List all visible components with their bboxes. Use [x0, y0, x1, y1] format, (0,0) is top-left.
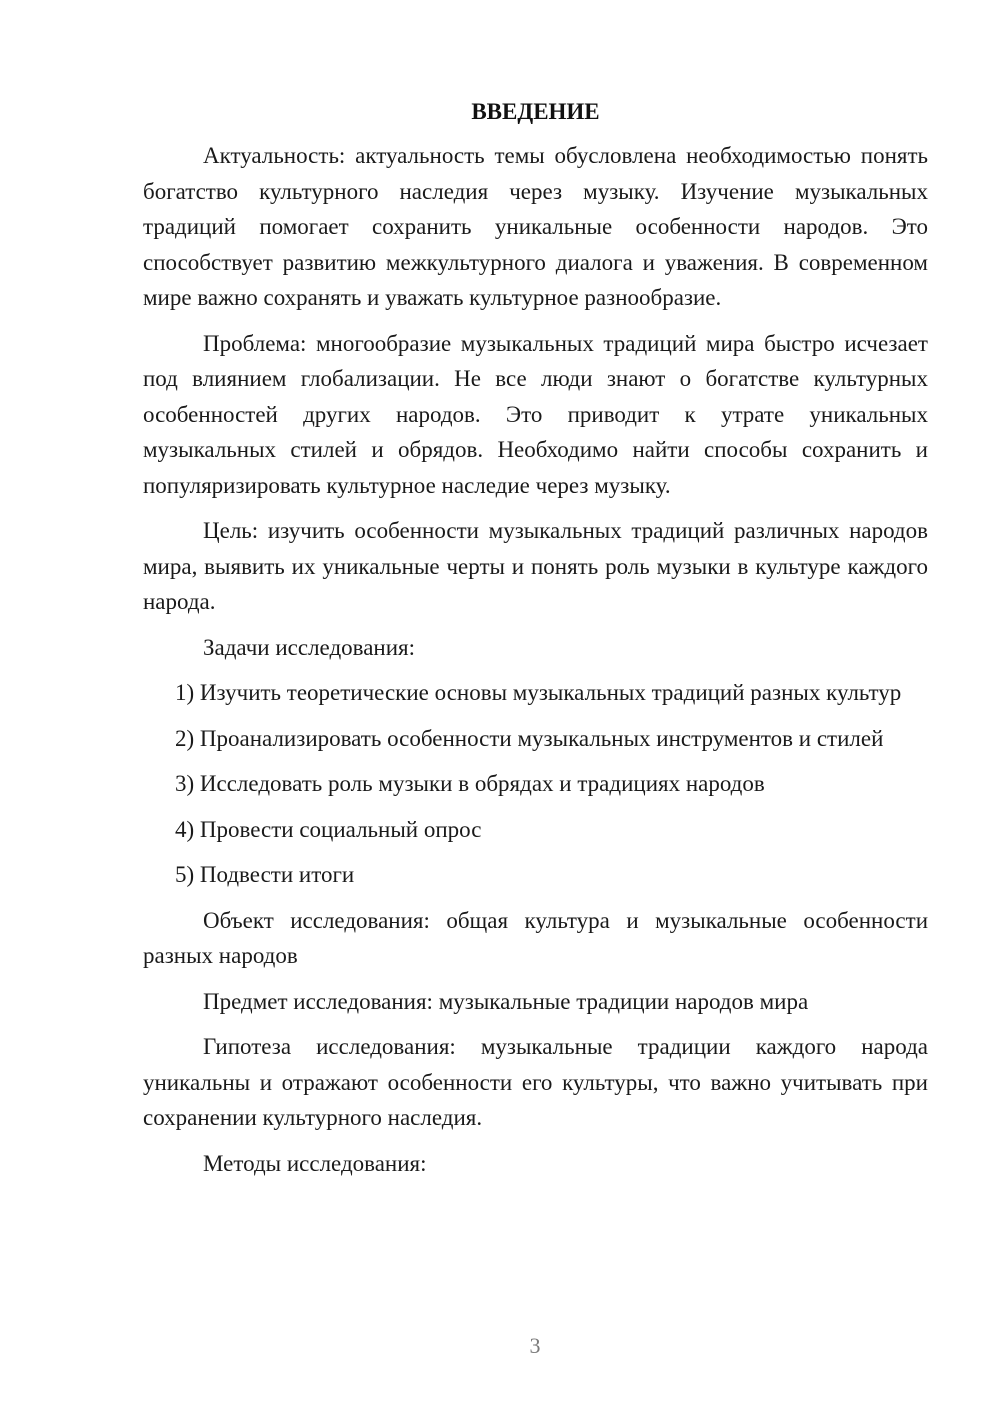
paragraph-problem: Проблема: многообразие музыкальных традиций мира быстро исчезает под влиянием глобализации. Не все люди знают о богатстве культурных особенностей других народов. Это приводит к утрате уникальных музыкальных стилей и обрядов. Необходимо найти способы сохранить и популяризировать культурное наследие через музыку.: [143, 330, 928, 498]
paragraph-subject: Предмет исследования: музыкальные традиции народов мира: [203, 988, 809, 1014]
paragraph-object: Объект исследования: общая культура и музыкальные особенности разных народов: [143, 907, 928, 968]
task-item: 4) Провести социальный опрос: [175, 816, 482, 842]
section-title: ВВЕДЕНИЕ: [471, 99, 600, 124]
page-number: 3: [529, 1333, 541, 1358]
paragraph-goal: Цель: изучить особенности музыкальных традиций различных народов мира, выявить их уникальные черты и понять роль музыки в культуре каждого народа.: [143, 518, 928, 614]
task-item: 2) Проанализировать особенности музыкальных инструментов и стилей: [175, 725, 884, 751]
task-item: 3) Исследовать роль музыки в обрядах и традициях народов: [175, 771, 765, 796]
task-item: 1) Изучить теоретические основы музыкальных традиций разных культур: [175, 680, 902, 705]
paragraph-methods: Методы исследования:: [203, 1150, 427, 1176]
task-item: 5) Подвести итоги: [175, 862, 355, 887]
paragraph-tasks-heading: Задачи исследования:: [203, 634, 416, 660]
paragraph-hypothesis: Гипотеза исследования: музыкальные традиции каждого народа уникальны и отражают особенности его культуры, что важно учитывать при сохранении культурного наследия.: [143, 1034, 928, 1130]
page-content: [143, 96, 928, 1191]
paragraph-relevance: Актуальность: актуальность темы обусловлена необходимостью понять богатство культурного наследия через музыку. Изучение музыкальных традиций помогает сохранить уникальные особенности народов. Это способствует развитию межкультурного диалога и уважения. В современном мире важно сохранять и уважать культурное разнообразие.: [143, 143, 928, 310]
